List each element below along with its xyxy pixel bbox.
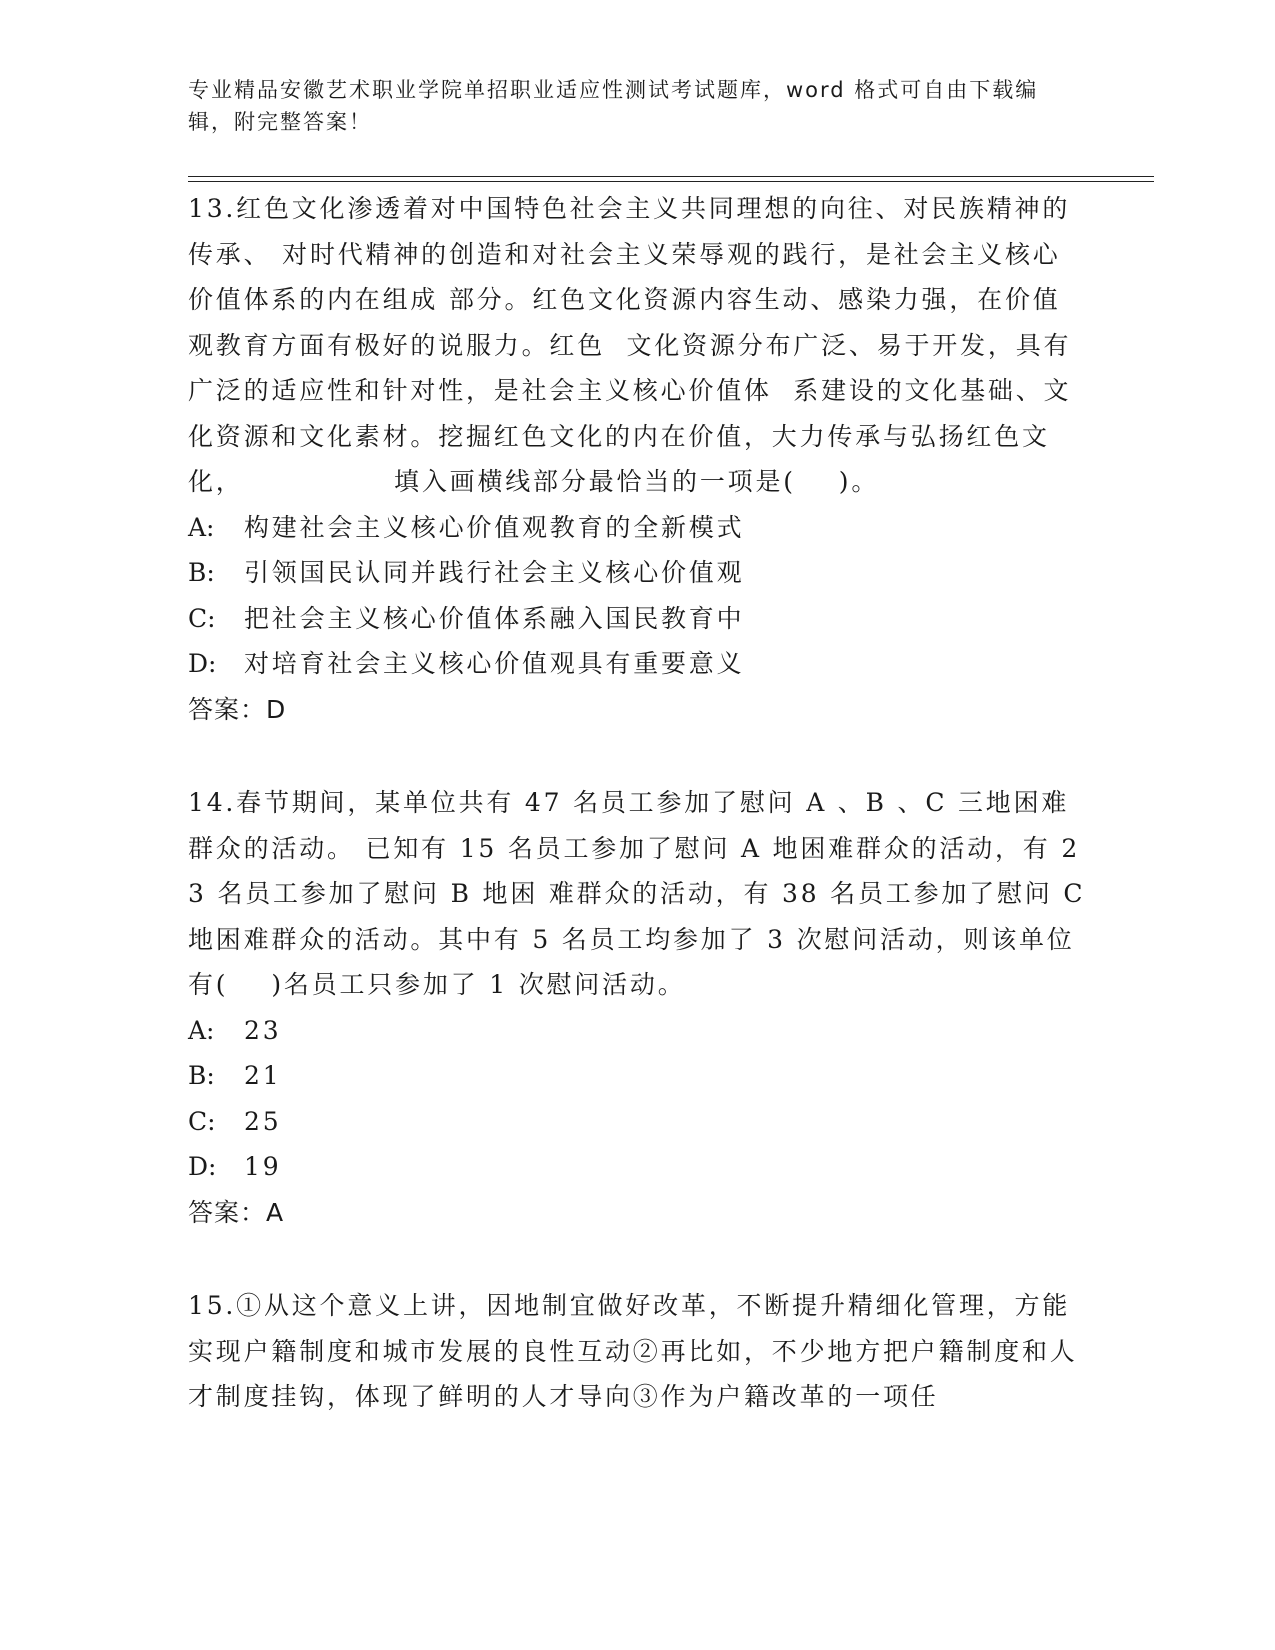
question-stem: 14.春节期间，某单位共有 47 名员工参加了慰问 A 、B 、C 三地困难群众的活动。 已知有 15 名员工参加了慰问 A 地困难群众的活动，有 23 名员工参加了慰问 B 地困 难群众的活动，有 38 名员工参加了慰问 C 地困难群众的活动。其中有 5 名员工均参加了 3 次慰问活动，则该单位有( )名员工只参加了 1 次慰问活动。: [188, 788, 1096, 999]
option-text: 把社会主义核心价值体系融入国民教育中: [244, 603, 745, 633]
question-13: [188, 186, 1088, 732]
option-key: D:: [188, 649, 217, 678]
option-c: [188, 1099, 1088, 1145]
answer-line: 答案：A: [188, 1197, 285, 1227]
question-15: [188, 1283, 1088, 1420]
option-b: [188, 1053, 1088, 1099]
option-d: [188, 641, 1088, 687]
option-text: 19: [244, 1152, 282, 1181]
question-spacer: [188, 732, 1088, 780]
option-text: 构建社会主义核心价值观教育的全新模式: [244, 512, 745, 542]
question-stem: 15.①从这个意义上讲，因地制宜做好改革，不断提升精细化管理，方能实现户籍制度和城市发展的良性互动②再比如，不少地方把户籍制度和人才制度挂钩，体现了鲜明的人才导向③作为户籍改革的一项任: [188, 1291, 1078, 1411]
document-header: 专业精品安徽艺术职业学院单招职业适应性测试考试题库，word 格式可自由下载编辑，附完整答案！: [188, 78, 1039, 134]
option-key: B:: [188, 558, 215, 587]
option-text: 对培育社会主义核心价值观具有重要意义: [244, 649, 745, 678]
answer-line: 答案：D: [188, 694, 287, 724]
question-spacer: [188, 1235, 1088, 1283]
option-key: C:: [188, 1106, 216, 1136]
option-key: B:: [188, 1061, 215, 1090]
option-d: [188, 1144, 1088, 1190]
question-stem: 13.红色文化渗透着对中国特色社会主义共同理想的向往、对民族精神的传承、 对时代精神的创造和对社会主义荣辱观的践行，是社会主义核心价值体系的内在组成 部分。红色文化资源内容生动、感染力强，在价值观教育方面有极好的说服力。红色 文化资源分布广泛、易于开发，具有广泛的适应性和针对性，是社会主义核心价值体 系建设的文化基础、文化资源和文化素材。挖掘红色文化的内在价值，大力传承与弘扬红色文化， 填入画横线部分最恰当的一项是( )。: [188, 194, 1072, 496]
option-key: A:: [188, 1015, 215, 1045]
header-divider-top: [188, 176, 1154, 177]
option-key: C:: [188, 603, 216, 633]
option-key: D:: [188, 1152, 217, 1181]
option-a: [188, 505, 1088, 551]
option-c: [188, 596, 1088, 642]
option-text: 21: [244, 1061, 282, 1090]
option-key: A:: [188, 512, 215, 542]
option-text: 引领国民认同并践行社会主义核心价值观: [244, 558, 745, 587]
option-a: [188, 1008, 1088, 1054]
question-14: [188, 780, 1096, 1235]
document-body: [188, 186, 1096, 1420]
option-b: [188, 550, 1088, 596]
option-text: 25: [244, 1106, 282, 1136]
header-divider-bottom: [188, 181, 1154, 182]
option-text: 23: [244, 1015, 282, 1045]
